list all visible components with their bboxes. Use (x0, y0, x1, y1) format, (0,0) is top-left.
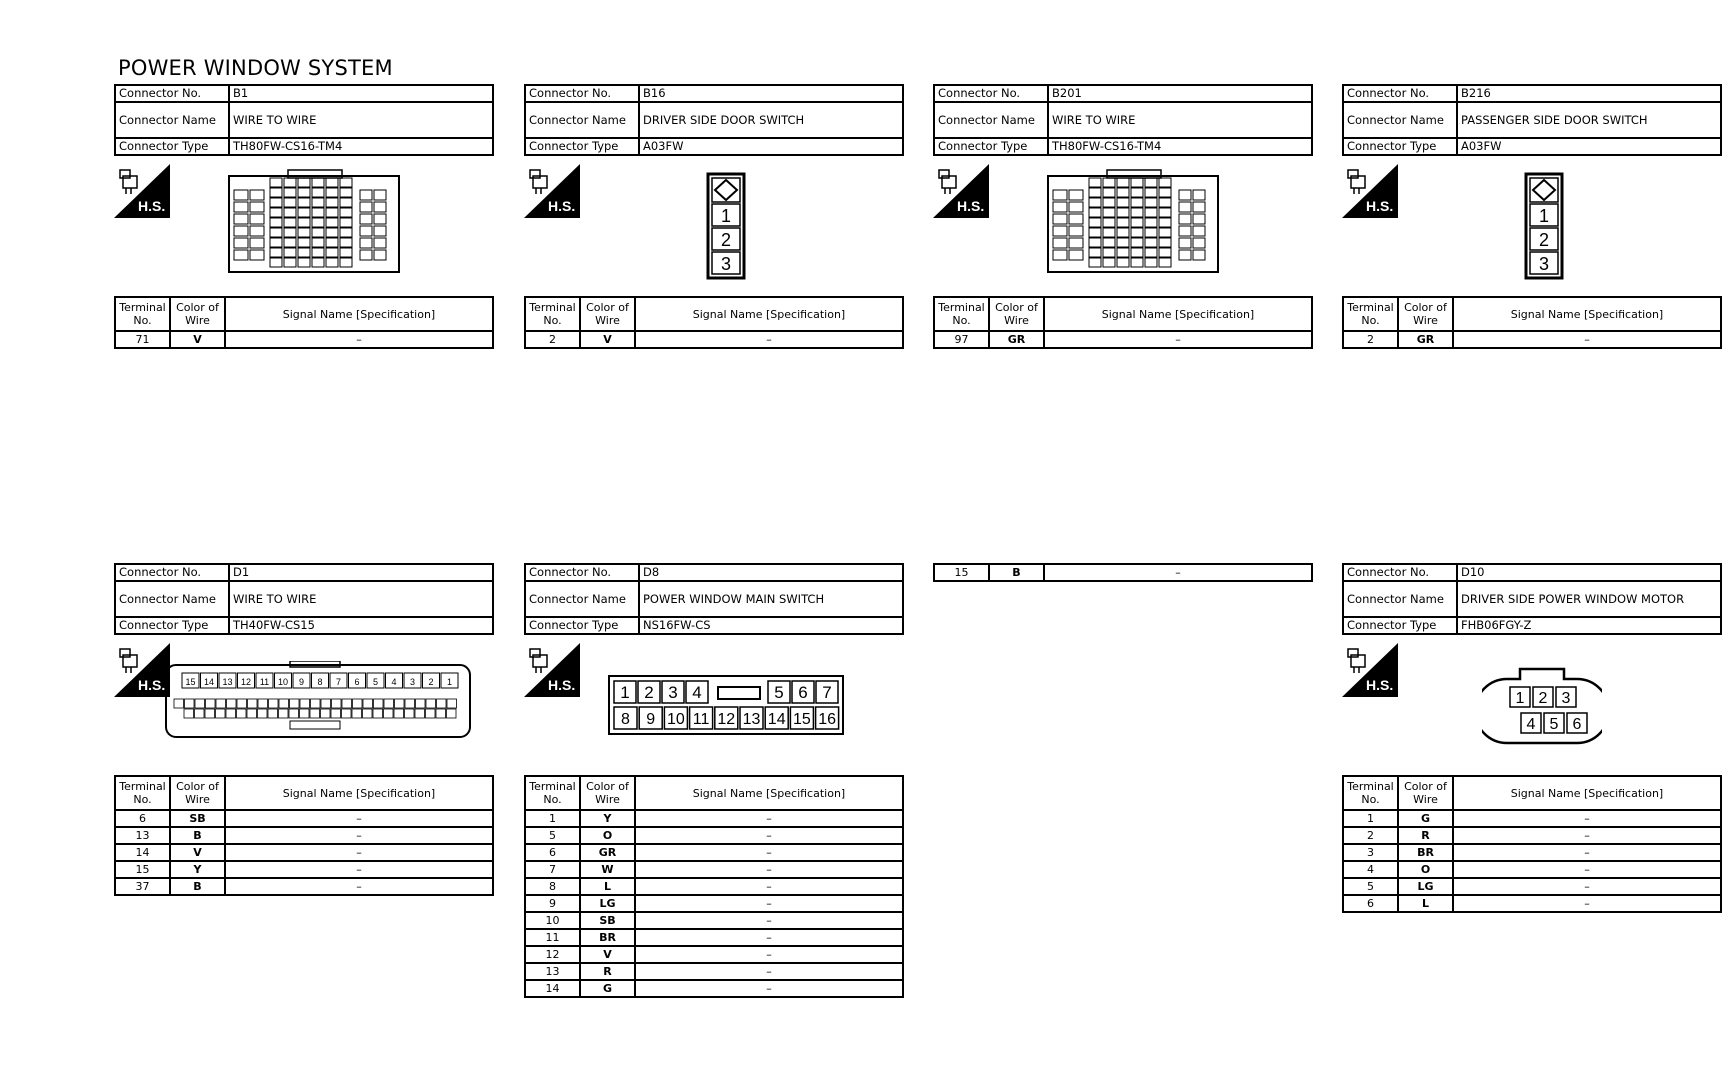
wire-color-cell: BR (580, 929, 635, 946)
terminal-table (114, 775, 494, 896)
connector-no-label: Connector No. (525, 85, 639, 102)
connector-name-label: Connector Name (525, 581, 639, 617)
table-row (525, 946, 903, 963)
pin-label: 1 (1538, 206, 1550, 226)
signal-name-cell: – (635, 946, 903, 963)
terminal-no-header: Terminal No. (115, 297, 170, 331)
terminal-no-cell: 12 (525, 946, 580, 963)
table-row (525, 895, 903, 912)
table-row (1343, 895, 1721, 912)
connector-block-d10 (1342, 563, 1722, 913)
connector-type-value: TH80FW-CS16-TM4 (1048, 138, 1312, 155)
svg-text:14: 14 (767, 711, 786, 728)
connector-info-table (114, 84, 494, 156)
connector-name-label: Connector Name (525, 102, 639, 138)
connector-face-80pin (1047, 168, 1227, 278)
terminal-no-cell: 7 (525, 861, 580, 878)
svg-text:13: 13 (742, 711, 761, 728)
svg-text:3: 3 (409, 677, 416, 687)
connector-type-value: A03FW (639, 138, 903, 155)
terminal-no-cell: 14 (525, 980, 580, 997)
page-title: POWER WINDOW SYSTEM (118, 56, 393, 80)
hs-label: H.S. (138, 198, 166, 214)
connector-block-d1 (114, 563, 494, 896)
connector-no-value: B216 (1457, 85, 1721, 102)
wire-color-cell: SB (580, 912, 635, 929)
hs-label: H.S. (548, 198, 576, 214)
wire-color-cell: O (1398, 861, 1453, 878)
connector-type-value: TH80FW-CS16-TM4 (229, 138, 493, 155)
signal-name-cell: – (635, 810, 903, 827)
signal-name-cell: – (1453, 895, 1721, 912)
terminal-no-cell: 37 (115, 878, 170, 895)
signal-name-cell: – (1453, 810, 1721, 827)
svg-text:15: 15 (793, 711, 811, 728)
terminal-no-cell: 2 (525, 331, 580, 348)
svg-text:4: 4 (692, 683, 702, 702)
connector-diagram (524, 635, 904, 775)
svg-text:16: 16 (818, 711, 836, 728)
connector-block-b1 (114, 84, 494, 349)
table-row (1343, 810, 1721, 827)
table-row (525, 912, 903, 929)
signal-name-cell: – (635, 895, 903, 912)
connector-face-3pin (1524, 172, 1564, 282)
signal-name-cell: – (635, 878, 903, 895)
svg-text:12: 12 (717, 711, 736, 728)
terminal-table (1342, 296, 1722, 349)
svg-text:9: 9 (298, 677, 305, 687)
wire-color-cell: Y (580, 810, 635, 827)
svg-text:1: 1 (620, 683, 630, 702)
connector-no-label: Connector No. (115, 564, 229, 581)
hs-label: H.S. (957, 198, 985, 214)
svg-text:6: 6 (354, 677, 360, 687)
signal-name-cell: – (1453, 844, 1721, 861)
signal-name-header: Signal Name [Specification] (1453, 297, 1721, 331)
terminal-no-cell: 8 (525, 878, 580, 895)
signal-name-header: Signal Name [Specification] (225, 297, 493, 331)
signal-name-cell: – (1453, 331, 1721, 348)
connector-face-16pin (608, 675, 848, 739)
harness-side-icon (114, 164, 170, 218)
wire-color-cell: B (170, 827, 225, 844)
terminal-table (1342, 775, 1722, 913)
connector-no-value: D10 (1457, 564, 1721, 581)
signal-name-cell: – (225, 827, 493, 844)
signal-name-header: Signal Name [Specification] (1044, 297, 1312, 331)
wire-color-cell: G (1398, 810, 1453, 827)
wire-color-cell: W (580, 861, 635, 878)
connector-name-value: WIRE TO WIRE (229, 581, 493, 617)
wire-color-cell: R (1398, 827, 1453, 844)
connector-no-value: B16 (639, 85, 903, 102)
signal-name-cell: – (225, 861, 493, 878)
connector-no-value: D1 (229, 564, 493, 581)
connector-diagram (1342, 635, 1722, 775)
terminal-no-cell: 3 (1343, 844, 1398, 861)
connector-block-d8 (524, 563, 904, 998)
pin-label: 2 (720, 230, 732, 250)
wire-color-cell: L (1398, 895, 1453, 912)
connector-name-value: PASSENGER SIDE DOOR SWITCH (1457, 102, 1721, 138)
svg-text:9: 9 (646, 711, 656, 728)
terminal-no-cell: 11 (525, 929, 580, 946)
table-row (525, 844, 903, 861)
terminal-no-cell: 1 (525, 810, 580, 827)
signal-name-cell: – (1044, 564, 1312, 581)
wire-color-cell: L (580, 878, 635, 895)
wire-color-cell: LG (580, 895, 635, 912)
connector-type-label: Connector Type (525, 617, 639, 634)
svg-text:4: 4 (391, 677, 397, 687)
terminal-no-header: Terminal No. (115, 776, 170, 810)
connector-face-6pin (1482, 665, 1602, 749)
connector-info-table (114, 563, 494, 635)
signal-name-cell: – (1453, 878, 1721, 895)
table-row (525, 331, 903, 348)
connector-type-value: TH40FW-CS15 (229, 617, 493, 634)
terminal-no-cell: 15 (115, 861, 170, 878)
svg-text:5: 5 (372, 677, 379, 687)
harness-side-icon (1342, 643, 1398, 697)
table-row (115, 827, 493, 844)
terminal-table (524, 775, 904, 998)
connector-no-label: Connector No. (115, 85, 229, 102)
svg-text:8: 8 (317, 677, 323, 687)
harness-side-icon (933, 164, 989, 218)
signal-name-cell: – (225, 844, 493, 861)
connector-info-table (524, 563, 904, 635)
connector-face-80pin (228, 168, 408, 278)
table-row (115, 844, 493, 861)
hs-label: H.S. (138, 677, 166, 693)
terminal-table (933, 563, 1313, 582)
signal-name-header: Signal Name [Specification] (225, 776, 493, 810)
terminal-no-cell: 4 (1343, 861, 1398, 878)
connector-type-label: Connector Type (1343, 617, 1457, 634)
table-row (1343, 331, 1721, 348)
svg-text:2: 2 (644, 683, 654, 702)
connector-info-table (524, 84, 904, 156)
svg-text:10: 10 (667, 711, 685, 728)
signal-name-cell: – (1453, 827, 1721, 844)
signal-name-cell: – (1453, 861, 1721, 878)
svg-text:14: 14 (203, 677, 215, 687)
svg-text:3: 3 (668, 683, 678, 702)
wire-color-cell: GR (1398, 331, 1453, 348)
pin-label: 3 (1538, 254, 1550, 274)
connector-type-value: NS16FW-CS (639, 617, 903, 634)
connector-type-value: FHB06FGY-Z (1457, 617, 1721, 634)
table-row (934, 331, 1312, 348)
connector-face-40pin (164, 661, 474, 741)
signal-name-cell: – (635, 980, 903, 997)
color-of-wire-header: Color of Wire (580, 297, 635, 331)
connector-name-label: Connector Name (115, 102, 229, 138)
connector-info-table (933, 84, 1313, 156)
svg-text:15: 15 (185, 677, 196, 687)
hs-label: H.S. (1366, 198, 1394, 214)
pin-label: 2 (1538, 230, 1550, 250)
signal-name-cell: – (225, 878, 493, 895)
svg-text:5: 5 (1549, 716, 1559, 733)
terminal-no-cell: 2 (1343, 827, 1398, 844)
connector-diagram (114, 635, 494, 775)
signal-name-cell: – (635, 963, 903, 980)
table-row (1343, 861, 1721, 878)
signal-name-header: Signal Name [Specification] (635, 776, 903, 810)
svg-text:5: 5 (774, 683, 784, 702)
connector-no-value: B1 (229, 85, 493, 102)
table-row (934, 564, 1312, 581)
connector-no-label: Connector No. (934, 85, 1048, 102)
connector-diagram (933, 156, 1313, 296)
svg-text:2: 2 (1538, 690, 1548, 707)
table-row (1343, 844, 1721, 861)
terminal-no-cell: 6 (1343, 895, 1398, 912)
table-row (115, 861, 493, 878)
connector-block-b216 (1342, 84, 1722, 349)
connector-type-label: Connector Type (115, 138, 229, 155)
signal-name-cell: – (225, 810, 493, 827)
hs-label: H.S. (1366, 677, 1394, 693)
color-of-wire-header: Color of Wire (1398, 776, 1453, 810)
wire-color-cell: V (170, 844, 225, 861)
signal-name-cell: – (1044, 331, 1312, 348)
wire-color-cell: GR (989, 331, 1044, 348)
table-row (1343, 827, 1721, 844)
table-row (115, 810, 493, 827)
wire-color-cell: V (580, 946, 635, 963)
harness-side-icon (1342, 164, 1398, 218)
connector-name-value: POWER WINDOW MAIN SWITCH (639, 581, 903, 617)
wire-color-cell: SB (170, 810, 225, 827)
terminal-no-header: Terminal No. (934, 297, 989, 331)
connector-name-label: Connector Name (1343, 581, 1457, 617)
connector-type-label: Connector Type (115, 617, 229, 634)
wire-color-cell: LG (1398, 878, 1453, 895)
terminal-no-cell: 2 (1343, 331, 1398, 348)
svg-text:4: 4 (1526, 716, 1536, 733)
table-row (525, 861, 903, 878)
connector-diagram (1342, 156, 1722, 296)
table-row (115, 878, 493, 895)
harness-side-icon (524, 164, 580, 218)
connector-diagram (114, 156, 494, 296)
connector-name-label: Connector Name (115, 581, 229, 617)
terminal-no-header: Terminal No. (1343, 297, 1398, 331)
svg-text:8: 8 (621, 711, 630, 728)
terminal-no-cell: 13 (525, 963, 580, 980)
table-row (525, 929, 903, 946)
signal-name-cell: – (635, 861, 903, 878)
pin-label: 3 (720, 254, 732, 274)
connector-block-b201 (933, 84, 1313, 349)
svg-text:6: 6 (1572, 716, 1582, 733)
terminal-no-cell: 97 (934, 331, 989, 348)
terminal-no-cell: 5 (525, 827, 580, 844)
color-of-wire-header: Color of Wire (170, 776, 225, 810)
wire-color-cell: GR (580, 844, 635, 861)
terminal-no-header: Terminal No. (525, 776, 580, 810)
signal-name-cell: – (225, 331, 493, 348)
svg-text:13: 13 (222, 677, 233, 687)
hs-label: H.S. (548, 677, 576, 693)
wire-color-cell: O (580, 827, 635, 844)
signal-name-cell: – (635, 827, 903, 844)
connector-no-label: Connector No. (1343, 85, 1457, 102)
connector-diagram (524, 156, 904, 296)
svg-text:11: 11 (692, 711, 710, 728)
signal-name-cell: – (635, 844, 903, 861)
connector-type-label: Connector Type (934, 138, 1048, 155)
connector-no-value: B201 (1048, 85, 1312, 102)
svg-text:7: 7 (335, 677, 342, 687)
signal-name-header: Signal Name [Specification] (1453, 776, 1721, 810)
table-row (525, 827, 903, 844)
terminal-no-cell: 14 (115, 844, 170, 861)
table-row (525, 810, 903, 827)
signal-name-cell: – (635, 929, 903, 946)
connector-type-value: A03FW (1457, 138, 1721, 155)
terminal-table (933, 296, 1313, 349)
svg-text:3: 3 (1561, 690, 1571, 707)
table-row (525, 878, 903, 895)
wire-color-cell: V (170, 331, 225, 348)
pin-label: 1 (720, 206, 732, 226)
color-of-wire-header: Color of Wire (580, 776, 635, 810)
connector-info-table (1342, 84, 1722, 156)
terminal-no-cell: 5 (1343, 878, 1398, 895)
terminal-no-header: Terminal No. (1343, 776, 1398, 810)
svg-text:1: 1 (1515, 690, 1525, 707)
color-of-wire-header: Color of Wire (170, 297, 225, 331)
table-row (115, 331, 493, 348)
continuation-row-block (933, 563, 1313, 582)
signal-name-cell: – (635, 331, 903, 348)
wire-color-cell: G (580, 980, 635, 997)
connector-name-value: DRIVER SIDE DOOR SWITCH (639, 102, 903, 138)
signal-name-header: Signal Name [Specification] (635, 297, 903, 331)
connector-name-label: Connector Name (1343, 102, 1457, 138)
terminal-no-cell: 1 (1343, 810, 1398, 827)
terminal-no-cell: 6 (115, 810, 170, 827)
terminal-no-cell: 10 (525, 912, 580, 929)
table-row (525, 980, 903, 997)
wire-color-cell: R (580, 963, 635, 980)
svg-text:7: 7 (822, 683, 832, 702)
table-row (525, 963, 903, 980)
terminal-table (524, 296, 904, 349)
connector-no-label: Connector No. (1343, 564, 1457, 581)
connector-face-3pin (706, 172, 746, 282)
connector-type-label: Connector Type (525, 138, 639, 155)
table-row (1343, 878, 1721, 895)
terminal-table (114, 296, 494, 349)
harness-side-icon (114, 643, 170, 697)
svg-text:12: 12 (240, 677, 252, 687)
wire-color-cell: BR (1398, 844, 1453, 861)
connector-name-label: Connector Name (934, 102, 1048, 138)
terminal-no-cell: 13 (115, 827, 170, 844)
connector-no-value: D8 (639, 564, 903, 581)
connector-no-label: Connector No. (525, 564, 639, 581)
wire-color-cell: V (580, 331, 635, 348)
terminal-no-cell: 71 (115, 331, 170, 348)
wire-color-cell: B (170, 878, 225, 895)
svg-text:10: 10 (277, 677, 289, 687)
connector-name-value: WIRE TO WIRE (1048, 102, 1312, 138)
connector-info-table (1342, 563, 1722, 635)
harness-side-icon (524, 643, 580, 697)
terminal-no-cell: 15 (934, 564, 989, 581)
wire-color-cell: B (989, 564, 1044, 581)
color-of-wire-header: Color of Wire (989, 297, 1044, 331)
connector-block-b16 (524, 84, 904, 349)
connector-name-value: WIRE TO WIRE (229, 102, 493, 138)
svg-text:6: 6 (798, 683, 808, 702)
wire-color-cell: Y (170, 861, 225, 878)
svg-text:1: 1 (446, 677, 453, 687)
connector-type-label: Connector Type (1343, 138, 1457, 155)
svg-text:2: 2 (428, 677, 434, 687)
connector-name-value: DRIVER SIDE POWER WINDOW MOTOR (1457, 581, 1721, 617)
terminal-no-header: Terminal No. (525, 297, 580, 331)
signal-name-cell: – (635, 912, 903, 929)
color-of-wire-header: Color of Wire (1398, 297, 1453, 331)
svg-text:11: 11 (259, 677, 270, 687)
terminal-no-cell: 6 (525, 844, 580, 861)
terminal-no-cell: 9 (525, 895, 580, 912)
